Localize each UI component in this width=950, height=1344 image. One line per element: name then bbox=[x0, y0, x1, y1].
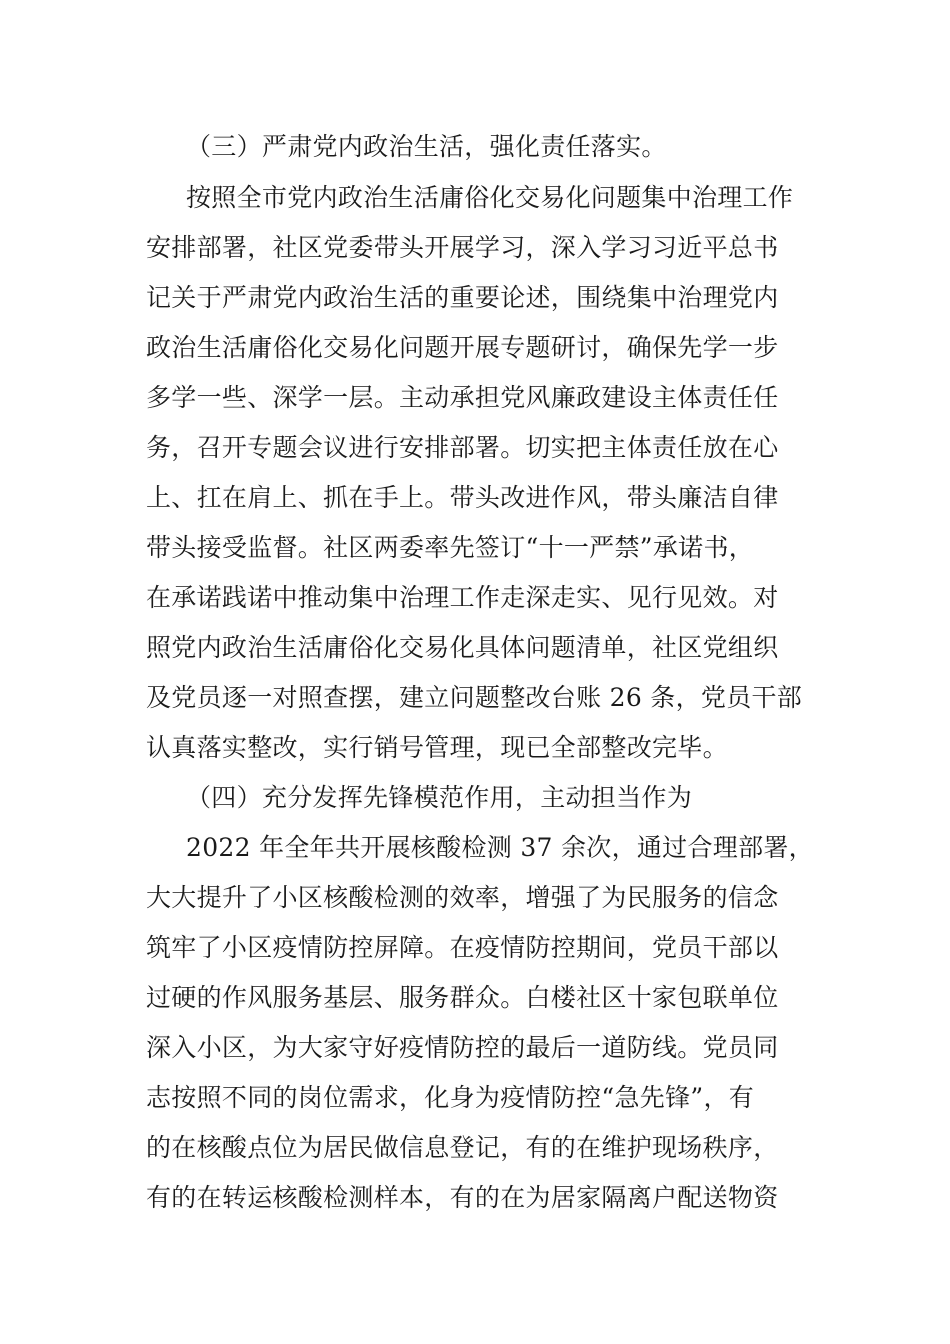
paragraph-1-line-12: 认真落实整改，实行销号管理，现已全部整改完毕。 bbox=[146, 733, 728, 762]
paragraph-2-line-5: 深入小区，为大家守好疫情防控的最后一道防线。党员同 bbox=[146, 1033, 779, 1062]
paragraph-1-line-5: 多学一些、深学一层。主动承担党风廉政建设主体责任任 bbox=[146, 383, 779, 412]
paragraph-2-line-2: 大大提升了小区核酸检测的效率，增强了为民服务的信念 bbox=[146, 883, 779, 912]
paragraph-1-line-1: 按照全市党内政治生活庸俗化交易化问题集中治理工作 bbox=[186, 183, 794, 212]
paragraph-1-line-4: 政治生活庸俗化交易化问题开展专题研讨，确保先学一步 bbox=[146, 333, 779, 362]
paragraph-1-line-7: 上、扛在肩上、抓在手上。带头改进作风，带头廉洁自律 bbox=[146, 483, 779, 512]
paragraph-1-line-10: 照党内政治生活庸俗化交易化具体问题清单，社区党组织 bbox=[146, 633, 779, 662]
paragraph-2-line-6: 志按照不同的岗位需求，化身为疫情防控“急先锋”，有 bbox=[146, 1083, 755, 1112]
paragraph-1-line-8: 带头接受监督。社区两委率先签订“十一严禁”承诺书， bbox=[146, 533, 755, 562]
section-heading-3: （三）严肃党内政治生活，强化责任落实。 bbox=[186, 132, 667, 161]
paragraph-1-line-3: 记关于严肃党内政治生活的重要论述，围绕集中治理党内 bbox=[146, 283, 779, 312]
paragraph-2-line-1: 2022 年全年共开展核酸检测 37 余次，通过合理部署， bbox=[186, 833, 814, 862]
paragraph-2-line-7: 的在核酸点位为居民做信息登记，有的在维护现场秩序， bbox=[146, 1133, 779, 1162]
paragraph-1-line-11: 及党员逐一对照查摆，建立问题整改台账 26 条，党员干部 bbox=[146, 683, 803, 712]
paragraph-1-line-6: 务，召开专题会议进行安排部署。切实把主体责任放在心 bbox=[146, 433, 779, 462]
paragraph-2-line-4: 过硬的作风服务基层、服务群众。白楼社区十家包联单位 bbox=[146, 983, 779, 1012]
paragraph-2-line-3: 筑牢了小区疫情防控屏障。在疫情防控期间，党员干部以 bbox=[146, 933, 779, 962]
paragraph-2-line-8: 有的在转运核酸检测样本，有的在为居家隔离户配送物资 bbox=[146, 1183, 779, 1212]
section-heading-4: （四）充分发挥先锋模范作用，主动担当作为 bbox=[186, 783, 693, 812]
paragraph-1-line-9: 在承诺践诺中推动集中治理工作走深走实、见行见效。对 bbox=[146, 583, 779, 612]
paragraph-1-line-2: 安排部署，社区党委带头开展学习，深入学习习近平总书 bbox=[146, 233, 779, 262]
